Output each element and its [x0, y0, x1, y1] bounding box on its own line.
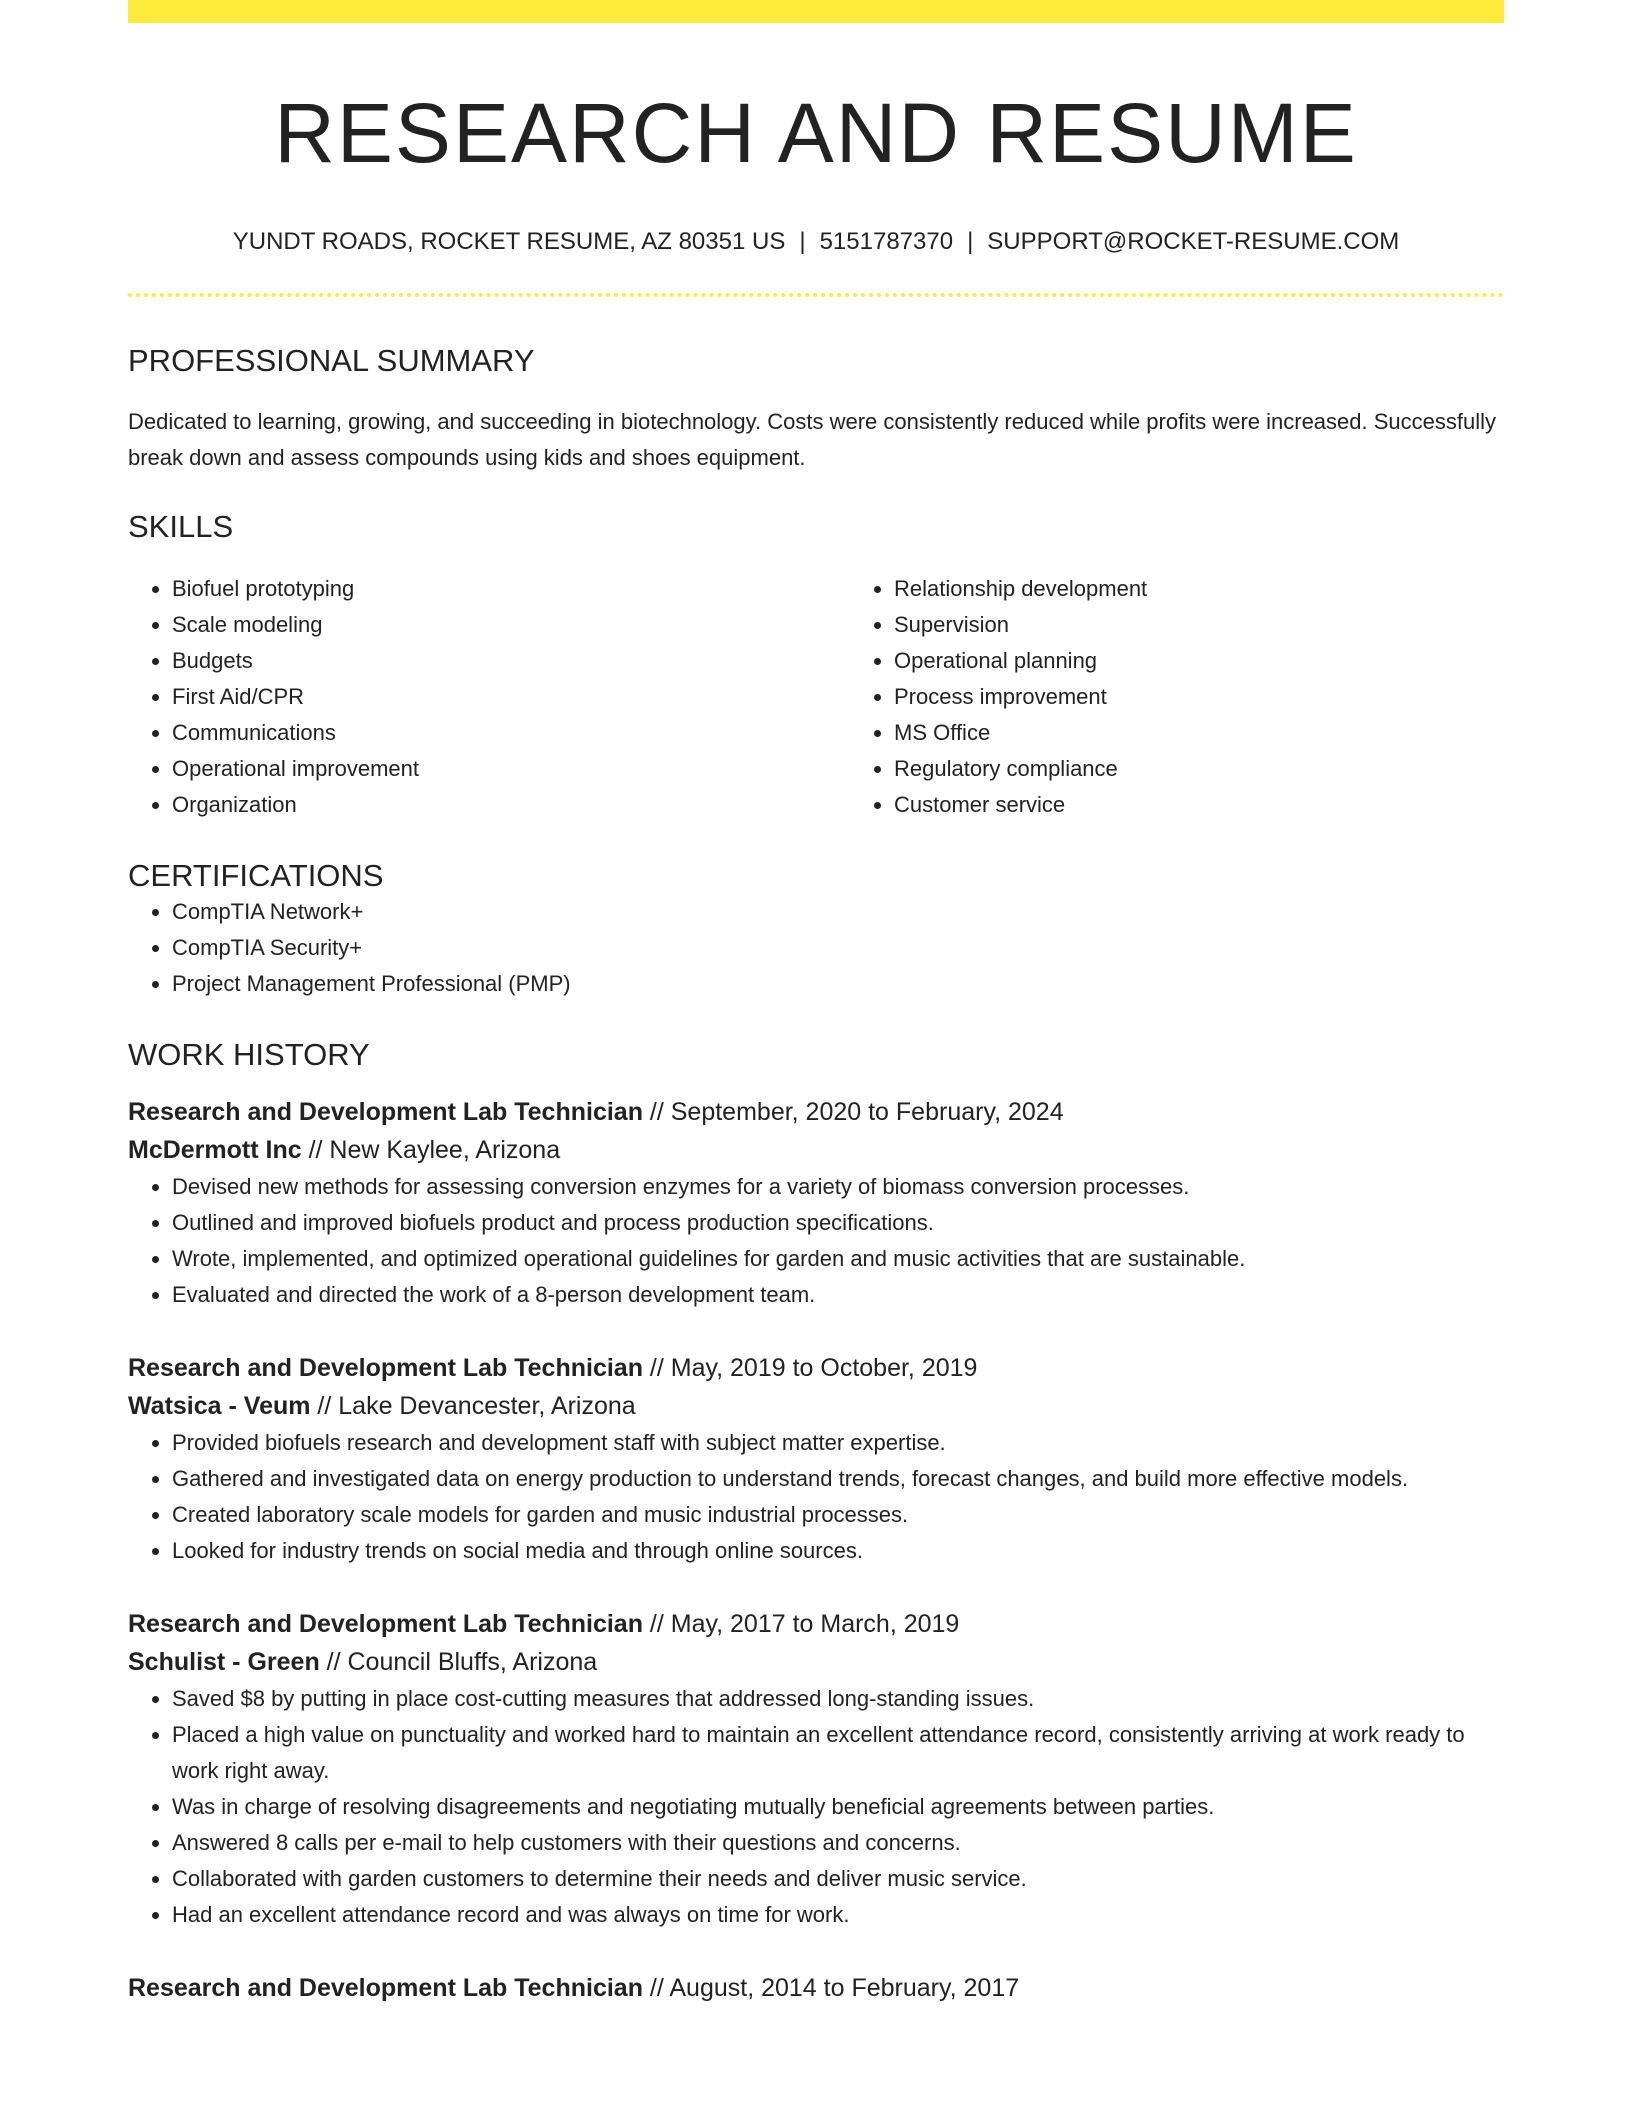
skill-item: • Organization — [172, 787, 850, 823]
job-title: Research and Development Lab Technician — [128, 1610, 643, 1639]
skill-item: • Regulatory compliance — [894, 751, 1572, 787]
skill-item: • First Aid/CPR — [172, 679, 850, 715]
skills-list-left — [128, 571, 850, 823]
skill-item: • MS Office — [894, 715, 1572, 751]
job-bullet: • Placed a high value on punctuality and worked hard to maintain an excellent attendance record, consistently arriving at work ready to work right away. — [172, 1717, 1504, 1789]
skill-item: • Scale modeling — [172, 607, 850, 643]
job-bullet-list — [128, 1425, 1504, 1569]
job-bullet: • Created laboratory scale models for garden and music industrial processes. — [172, 1497, 1504, 1533]
job-bullet: • Wrote, implemented, and optimized operational guidelines for garden and music activities that are sustainable. — [172, 1241, 1504, 1277]
contact-separator: | — [799, 227, 806, 255]
job-entry — [128, 1969, 1504, 2007]
contact-separator: | — [967, 227, 974, 255]
job-entry — [128, 1093, 1504, 1313]
job-entry — [128, 1605, 1504, 1933]
contact-address: YUNDT ROADS, ROCKET RESUME, AZ 80351 US — [232, 227, 786, 255]
contact-phone: 5151787370 — [819, 227, 954, 255]
job-bullet-list — [128, 1169, 1504, 1313]
job-company-line — [128, 1643, 1504, 1681]
skill-item: • Customer service — [894, 787, 1572, 823]
job-title-line — [128, 1093, 1504, 1131]
job-company-line — [128, 1387, 1504, 1425]
job-company: Watsica - Veum — [128, 1392, 311, 1421]
skill-item: • Operational improvement — [172, 751, 850, 787]
skill-item: • Process improvement — [894, 679, 1572, 715]
contact-line — [128, 228, 1504, 257]
job-title: Research and Development Lab Technician — [128, 1354, 643, 1383]
job-bullet: • Collaborated with garden customers to determine their needs and deliver music service. — [172, 1861, 1504, 1897]
summary-heading: PROFESSIONAL SUMMARY — [128, 342, 535, 378]
job-bullet: • Answered 8 calls per e-mail to help customers with their questions and concerns. — [172, 1825, 1504, 1861]
job-location: // New Kaylee, Arizona — [301, 1136, 561, 1165]
summary-text: Dedicated to learning, growing, and succeeding in biotechnology. Costs were consistently reduced while profits were increased. Successfully break down and assess compounds using kids and shoes equipment. — [128, 408, 1496, 470]
job-bullet-list — [128, 1681, 1504, 1933]
skills-heading: SKILLS — [128, 508, 234, 544]
skill-item: • Biofuel prototyping — [172, 571, 850, 607]
job-title: Research and Development Lab Technician — [128, 1974, 643, 2003]
skill-item: • Operational planning — [894, 643, 1572, 679]
certification-item: • CompTIA Network+ — [172, 894, 1504, 930]
job-dates: // August, 2014 to February, 2017 — [642, 1974, 1020, 2003]
job-title-line — [128, 1969, 1504, 2007]
job-dates: // May, 2017 to March, 2019 — [642, 1610, 960, 1639]
job-bullet: • Devised new methods for assessing conversion enzymes for a variety of biomass conversion processes. — [172, 1169, 1504, 1205]
job-bullet: • Had an excellent attendance record and was always on time for work. — [172, 1897, 1504, 1933]
job-title-line — [128, 1349, 1504, 1387]
job-company: Schulist - Green — [128, 1648, 320, 1677]
job-title-line — [128, 1605, 1504, 1643]
work-history-heading: WORK HISTORY — [128, 1037, 370, 1073]
job-entry — [128, 1349, 1504, 1569]
certifications-list — [128, 894, 1504, 1002]
skills-list-right — [850, 571, 1572, 823]
job-bullet: • Gathered and investigated data on energy production to understand trends, forecast changes, and build more effective models. — [172, 1461, 1504, 1497]
job-company-line — [128, 1131, 1504, 1169]
job-location: // Lake Devancester, Arizona — [310, 1392, 636, 1421]
skill-item: • Budgets — [172, 643, 850, 679]
certification-item: • Project Management Professional (PMP) — [172, 966, 1504, 1002]
job-bullet: • Provided biofuels research and development staff with subject matter expertise. — [172, 1425, 1504, 1461]
job-location: // Council Bluffs, Arizona — [319, 1648, 598, 1677]
skill-item: • Communications — [172, 715, 850, 751]
certifications-heading: CERTIFICATIONS — [128, 857, 384, 893]
dotted-divider — [128, 293, 1504, 297]
job-bullet: • Looked for industry trends on social media and through online sources. — [172, 1533, 1504, 1569]
contact-email: SUPPORT@ROCKET-RESUME.COM — [987, 227, 1400, 255]
job-bullet: • Was in charge of resolving disagreements and negotiating mutually beneficial agreements between parties. — [172, 1789, 1504, 1825]
certification-item: • CompTIA Security+ — [172, 930, 1504, 966]
accent-top-bar — [128, 0, 1504, 23]
job-bullet: • Evaluated and directed the work of a 8-person development team. — [172, 1277, 1504, 1313]
resume-page — [128, 0, 1504, 2007]
job-bullet: • Outlined and improved biofuels product and process production specifications. — [172, 1205, 1504, 1241]
skill-item: • Supervision — [894, 607, 1572, 643]
job-dates: // September, 2020 to February, 2024 — [642, 1098, 1064, 1127]
skill-item: • Relationship development — [894, 571, 1572, 607]
skills-columns — [128, 571, 1504, 823]
job-dates: // May, 2019 to October, 2019 — [642, 1354, 978, 1383]
job-company: McDermott Inc — [128, 1136, 302, 1165]
job-title: Research and Development Lab Technician — [128, 1098, 643, 1127]
job-bullet: • Saved $8 by putting in place cost-cutting measures that addressed long-standing issues. — [172, 1681, 1504, 1717]
work-history-list — [128, 1093, 1504, 2007]
resume-name: RESEARCH AND RESUME — [274, 86, 1358, 180]
